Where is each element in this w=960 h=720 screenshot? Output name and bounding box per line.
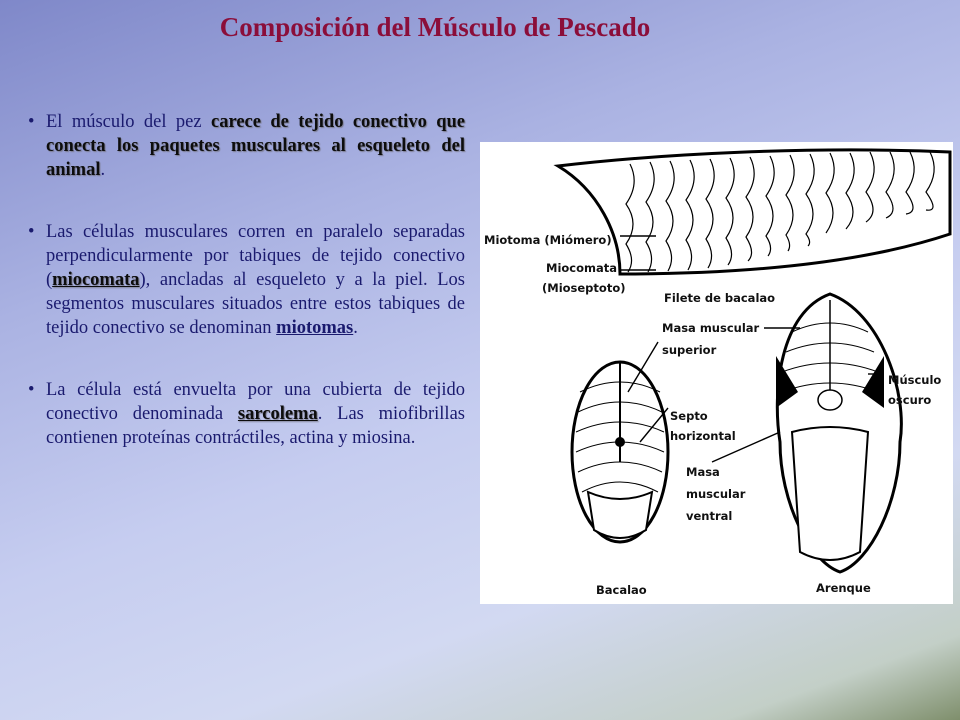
label-masa-ventral-2: muscular [686, 487, 746, 501]
bullet-3-text-a: La célula está envuelta por una cubierta de tejido conectivo denominada [46, 380, 465, 424]
herring-cross-section [776, 294, 901, 572]
label-masa-superior-2: superior [662, 343, 717, 357]
fish-muscle-diagram [480, 142, 953, 604]
bullet-2-text-c: . [353, 318, 358, 338]
term-miotomas: miotomas [276, 318, 354, 338]
bullet-marker: • [28, 222, 35, 242]
bullet-2 [28, 220, 465, 340]
cod-fillet-drawing [558, 150, 950, 274]
label-arenque: Arenque [816, 581, 871, 595]
label-musculo-2: oscuro [888, 393, 932, 407]
term-sarcolema: sarcolema [237, 404, 318, 424]
label-mioseptoto: (Mioseptoto) [542, 281, 626, 295]
label-musculo-1: Músculo [888, 373, 942, 387]
bullet-2-text-a: Las células musculares corren en paralelo separadas perpendicularmente por tabiques de tejido conectivo ( [46, 222, 465, 290]
bullet-2-text-b: ), ancladas al esqueleto y a la piel. Los segmentos musculares situados entre estos tabiques de tejido conectivo se denominan [46, 270, 465, 338]
bullet-3-text-b: . Las miofibrillas contienen proteínas contráctiles, actina y miosina. [46, 404, 465, 448]
label-miocomata: Miocomata [546, 261, 618, 275]
bullet-1-text-b: . [100, 160, 106, 180]
bullet-marker: • [28, 112, 35, 132]
label-masa-ventral-3: ventral [686, 509, 733, 523]
bullet-1-text-a: El músculo del pez [46, 112, 211, 132]
label-bacalao: Bacalao [596, 583, 647, 597]
slide-title: Composición del Músculo de Pescado [219, 12, 651, 42]
bullet-marker: • [28, 380, 35, 400]
label-masa-superior-1: Masa muscular [662, 321, 760, 335]
label-septo-2: horizontal [670, 429, 736, 443]
cod-cross-section [572, 362, 668, 542]
term-miocomata: miocomata [52, 270, 140, 290]
bullet-3 [28, 378, 465, 450]
label-masa-ventral-1: Masa [686, 465, 720, 479]
label-septo-1: Septo [670, 409, 708, 423]
bullet-list [28, 110, 465, 488]
bullet-1-emphasis: carece de tejido conectivo que conecta los paquetes musculares al esqueleto del animal [46, 112, 465, 180]
label-filete: Filete de bacalao [664, 291, 776, 305]
label-miotoma: Miotoma (Miómero) [484, 233, 612, 247]
bullet-1 [28, 110, 465, 182]
fish-muscle-figure [480, 142, 953, 604]
